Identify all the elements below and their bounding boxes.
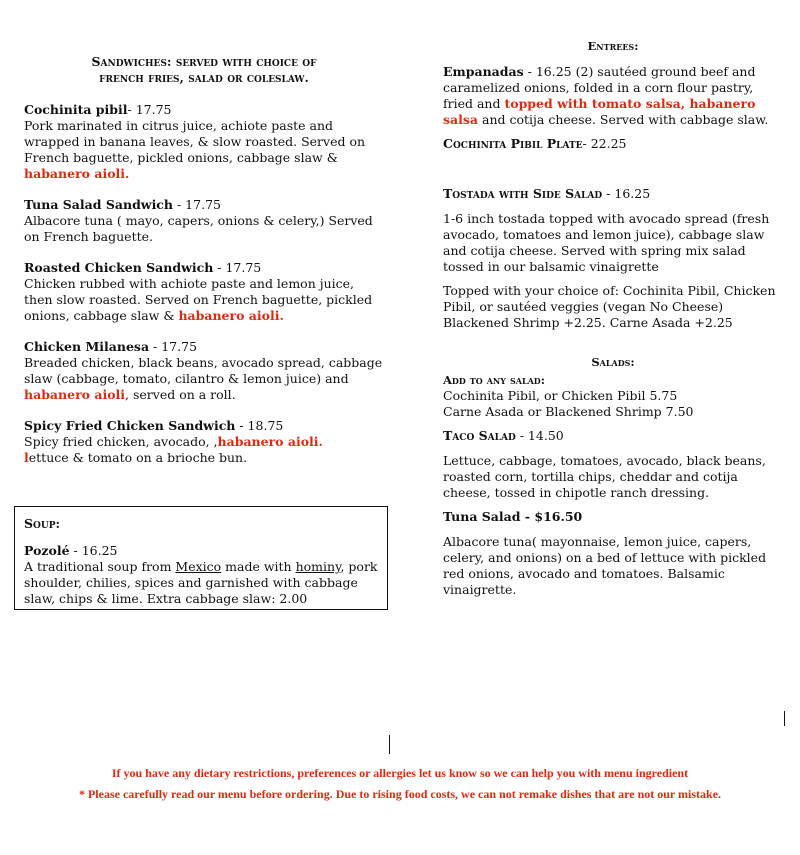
menu-item-tostada (443, 186, 783, 331)
text-cursor-mark (784, 711, 785, 726)
item-description-end: , served on a roll. (125, 387, 236, 402)
item-name: Spicy Fried Chicken Sandwich (24, 418, 236, 433)
item-name: Empanadas (443, 64, 524, 79)
item-highlight: habanero aioli. (24, 166, 130, 181)
soup-description (24, 559, 378, 607)
menu-item-tuna-salad (443, 509, 783, 598)
item-description: Spicy fried chicken, avocado, , (24, 434, 218, 449)
soup-section (14, 506, 388, 610)
item-highlight: topped with tomato salsa, habanero salsa (443, 96, 756, 127)
soup-desc-part: , pork shoulder, chilies, spices and garnished with cabbage slaw, chips & lime. Extra cabbage slaw: 2.00 (24, 559, 378, 606)
soup-desc-part: A traditional soup from (24, 559, 176, 574)
item-description: Albacore tuna ( mayo, capers, onions & celery,) Served on French baguette. (24, 213, 373, 244)
item-name: Tuna Salad - $16.50 (443, 509, 583, 524)
soup-price: - 16.25 (69, 543, 118, 558)
item-price: - 17.75 (149, 339, 198, 354)
item-description: Lettuce, cabbage, tomatoes, avocado, black beans, roasted corn, tortilla chips, cheddar and cotija cheese, tossed in chipotle ranch dressing. (443, 453, 766, 500)
soup-desc-hominy: hominy (295, 559, 341, 574)
item-price: - 16.25 (602, 186, 651, 201)
menu-item-spicy-fried-chicken-sandwich (24, 418, 384, 466)
entrees-heading: Entrees: (587, 39, 639, 53)
soup-heading: Soup: (24, 516, 61, 531)
item-highlight: habanero aioli. (217, 434, 323, 449)
soup-desc-mexico: Mexico (175, 559, 222, 574)
sandwiches-heading (24, 54, 384, 86)
item-name: Tostada with Side Salad (443, 186, 603, 201)
item-description: 1-6 inch tostada topped with avocado spread (fresh avocado, tomatoes and lemon juice), cabbage slaw and cotija cheese. Served with spring mix salad tossed in our balsamic vinaigrette (443, 211, 770, 274)
add-to-salad-heading: Add to any salad: (443, 373, 545, 387)
item-description-end: and cotija cheese. Served with cabbage slaw. (478, 112, 769, 127)
item-highlight: habanero aioli (24, 387, 126, 402)
item-price: - 17.75 (213, 260, 262, 275)
menu-item-tuna-salad-sandwich (24, 197, 384, 245)
text-cursor-mark (389, 735, 390, 754)
menu-item-cochinita-pibil (24, 102, 384, 182)
sandwiches-heading-line1: Sandwiches: served with choice of (91, 54, 317, 69)
item-price: - 17.75 (173, 197, 221, 212)
item-description-end: ettuce & tomato on a brioche bun. (28, 450, 248, 465)
menu-item-empanadas (443, 64, 783, 128)
item-highlight-letter: l (24, 450, 29, 465)
footer-remake-line: * Please carefully read our menu before ordering. Due to rising food costs, we can not remake dishes that are not our mistake. (78, 787, 722, 801)
menu-item-taco-salad (443, 428, 783, 501)
item-price: - 14.50 (515, 428, 564, 443)
item-price: - 17.75 (127, 102, 172, 117)
salads-heading: Salads: (591, 355, 635, 369)
item-description: (2) sautéed ground beef and caramelized onions, folded in a corn flour pastry, fried and (443, 64, 756, 111)
menu-item-roasted-chicken-sandwich (24, 260, 384, 324)
item-name: Chicken Milanesa (24, 339, 150, 354)
add-to-salad-line1: Cochinita Pibil, or Chicken Pibil 5.75 (443, 388, 678, 403)
item-description: Pork marinated in citrus juice, achiote paste and wrapped in banana leaves, & slow roasted. Served on French baguette, pickled onions, cabbage slaw & (24, 118, 366, 165)
item-description: Albacore tuna( mayonnaise, lemon juice, capers, celery, and onions) on a bed of lettuce with pickled red onions, avocado and tomatoes. Balsamic vinaigrette. (443, 534, 767, 597)
item-price: - 18.75 (235, 418, 284, 433)
footer-notice (0, 763, 800, 805)
soup-name: Pozolé (24, 543, 70, 558)
item-name: Cochinita pibil (24, 102, 128, 117)
item-price: - 16.25 (523, 64, 572, 79)
entrees-column (443, 38, 783, 598)
sandwiches-heading-line2: french fries, salad or coleslaw. (99, 70, 309, 85)
menu-item-chicken-milanesa (24, 339, 384, 403)
item-price: - 22.25 (582, 136, 627, 151)
sandwiches-column (24, 54, 384, 481)
add-to-salad-line2: Carne Asada or Blackened Shrimp 7.50 (443, 404, 694, 419)
item-name: Taco Salad (443, 428, 516, 443)
item-highlight: habanero aioli. (178, 308, 284, 323)
tostada-options: Topped with your choice of: Cochinita Pibil, Chicken Pibil, or sautéed veggies (vegan No Cheese) Blackened Shrimp +2.25. Carne Asada +2.25 (443, 283, 776, 330)
item-description: Chicken rubbed with achiote paste and lemon juice, then slow roasted. Served on French baguette, pickled onions, cabbage slaw & (24, 276, 373, 323)
footer-allergy-line: If you have any dietary restrictions, preferences or allergies let us know so we can help you with menu ingredient (111, 766, 689, 780)
menu-item-cochinita-pibil-plate (443, 136, 783, 152)
item-name: Tuna Salad Sandwich (24, 197, 174, 212)
soup-desc-part: made with (221, 559, 296, 574)
item-name: Roasted Chicken Sandwich (24, 260, 214, 275)
item-description: Breaded chicken, black beans, avocado spread, cabbage slaw (cabbage, tomato, cilantro & lemon juice) and (24, 355, 383, 386)
item-name: Cochinita Pibil Plate (443, 136, 583, 151)
